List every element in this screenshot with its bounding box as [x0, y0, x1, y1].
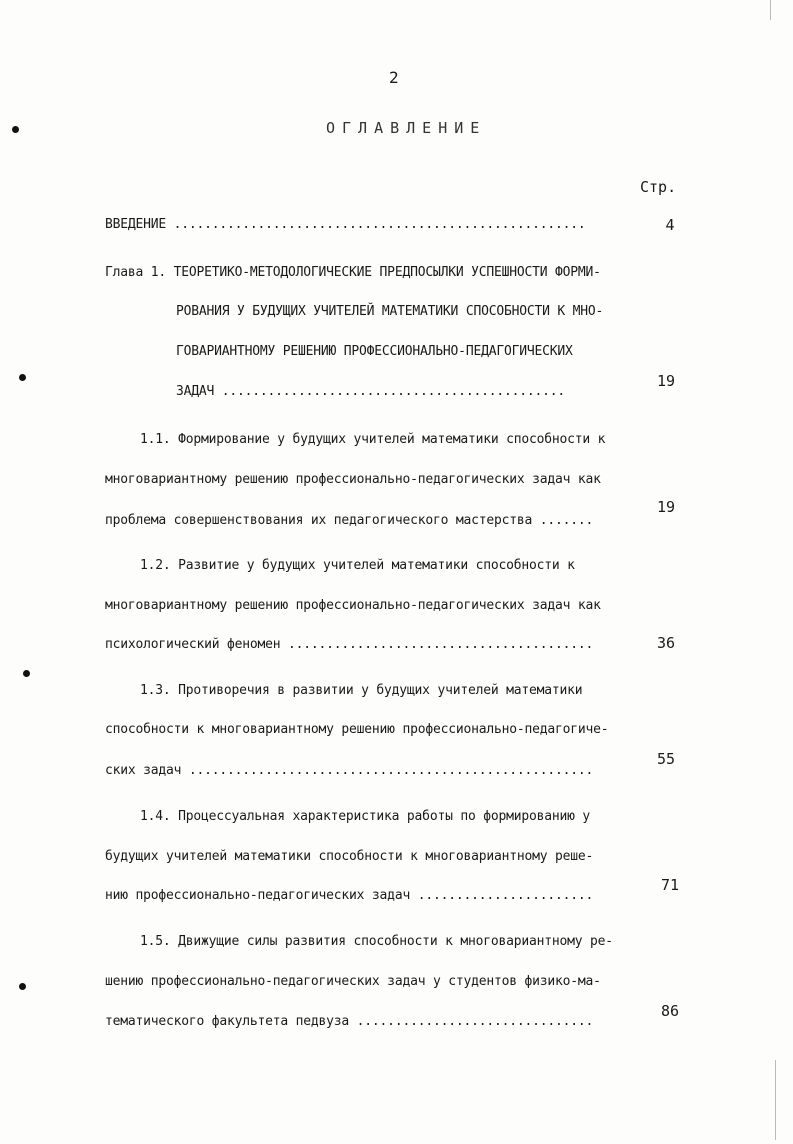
toc-entry-line: 1.1. Формирование у будущих учителей математики способности к [140, 432, 606, 447]
toc-entry-line: будущих учителей математики способности к многовариантному реше- [105, 849, 594, 864]
toc-entry-line: многовариантному решению профессионально-педагогических задач как [105, 598, 601, 613]
toc-entry-line: нию профессионально-педагогических задач ....................... [105, 888, 594, 903]
toc-page-number: 19 [656, 372, 676, 390]
toc-entry-line: ГОВАРИАНТНОМУ РЕШЕНИЮ ПРОФЕССИОНАЛЬНО-ПЕДАГОГИЧЕСКИХ [176, 344, 573, 359]
toc-entry-line: многовариантному решению профессионально-педагогических задач как [105, 472, 601, 487]
toc-entry-line: 1.3. Противоречия в развитии у будущих учителей математики [140, 683, 583, 698]
page-title: ОГЛАВЛЕНИЕ [326, 119, 487, 137]
toc-entry-line: способности к многовариантному решению профессионально-педагогиче- [105, 722, 609, 737]
toc-entry-line: 1.5. Движущие силы развития способности к многовариантному ре- [140, 934, 613, 949]
toc-page-number: 4 [665, 216, 675, 234]
toc-entry-line: проблема совершенствования их педагогического мастерства ....... [105, 513, 594, 528]
scan-edge-line [770, 0, 771, 20]
toc-page-number: 71 [660, 876, 680, 894]
toc-page-number: 19 [656, 498, 676, 516]
binder-hole-dot [19, 374, 26, 381]
toc-entry-line: РОВАНИЯ У БУДУЩИХ УЧИТЕЛЕЙ МАТЕМАТИКИ СПОСОБНОСТИ К МНО- [176, 304, 604, 319]
toc-entry-line: Глава 1. ТЕОРЕТИКО-МЕТОДОЛОГИЧЕСКИЕ ПРЕДПОСЫЛКИ УСПЕШНОСТИ ФОРМИ- [105, 265, 601, 280]
toc-entry-line: шению профессионально-педагогических задач у студентов физико-ма- [105, 974, 601, 989]
toc-entry-line: ЗАДАЧ ............................................. [176, 384, 565, 399]
page-column-header: Стр. [640, 178, 677, 196]
toc-page-number: 55 [656, 750, 676, 768]
toc-page-number: 86 [660, 1002, 680, 1020]
toc-entry-line: ВВЕДЕНИЕ ...................................................... [105, 217, 586, 232]
toc-entry-line: тематического факультета педвуза ............................... [105, 1014, 594, 1029]
binder-hole-dot [19, 983, 26, 990]
page-number: 2 [389, 68, 399, 87]
toc-entry-line: 1.2. Развитие у будущих учителей математики способности к [140, 558, 575, 573]
toc-entry-line: психологический феномен ........................................ [105, 637, 594, 652]
scan-edge-line [775, 1060, 776, 1140]
toc-entry-line: 1.4. Процессуальная характеристика работы по формированию у [140, 809, 590, 824]
binder-hole-dot [23, 670, 30, 677]
toc-page-number: 36 [656, 634, 676, 652]
binder-hole-dot [12, 126, 19, 133]
toc-entry-line: ских задач ..................................................... [105, 763, 594, 778]
